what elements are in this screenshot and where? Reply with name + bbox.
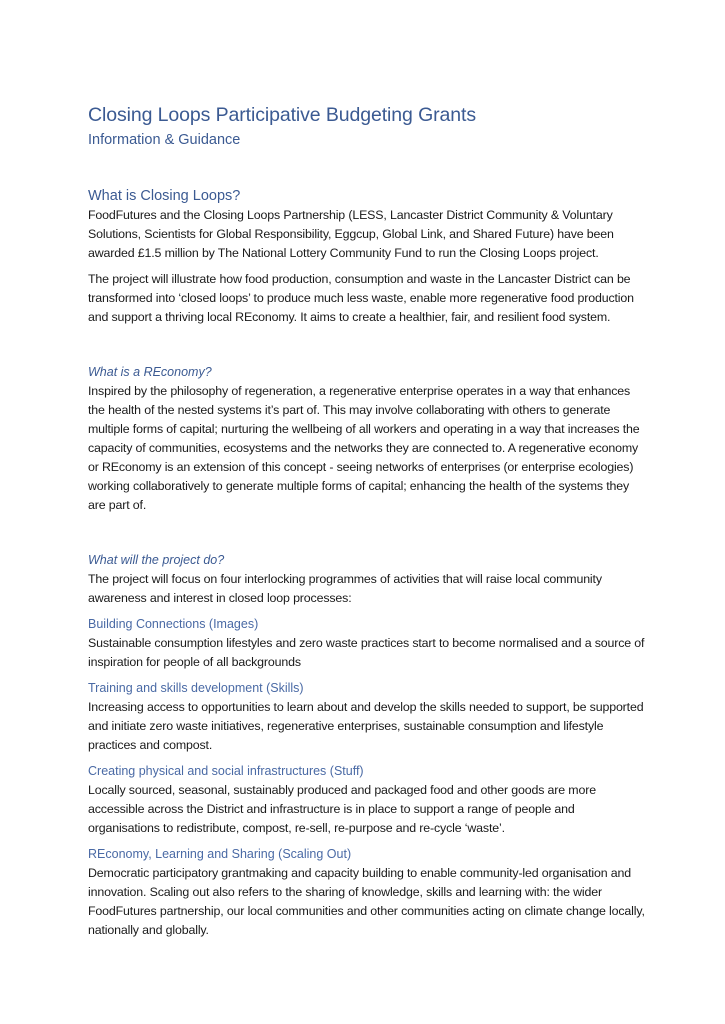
programme-title: Training and skills development (Skills): [88, 681, 304, 695]
section-heading: What is Closing Loops?: [88, 188, 241, 204]
document-subtitle: Information & Guidance: [88, 132, 241, 148]
paragraph: Inspired by the philosophy of regeneration, a regenerative enterprise operates in a way that enhances the health of the nested systems it’s part of. This may involve collaborating with others to generate multiple forms of capital; nurturing the wellbeing of all workers and operating in a way that increases the capacity of communities, ecosystems and the networks they are connected to. A regenerative economy or REconomy is an extension of this concept - seeing networks of enterprises (or enterprise ecologies) working collaboratively to generate multiple forms of capital; enhancing the health of the systems they are part of.: [88, 384, 640, 512]
programme-title: Building Connections (Images): [88, 617, 259, 631]
programme-text: Increasing access to opportunities to learn about and develop the skills needed to support, be supported and initiate zero waste initiatives, regenerative enterprises, sustainable consumption and lifestyle practices and compost.: [88, 700, 644, 752]
document-title: Closing Loops Participative Budgeting Grants: [88, 104, 476, 126]
programme-title: REconomy, Learning and Sharing (Scaling Out): [88, 847, 352, 861]
document-content: [88, 102, 648, 940]
paragraph: FoodFutures and the Closing Loops Partnership (LESS, Lancaster District Community & Voluntary Solutions, Scientists for Global Responsibility, Eggcup, Global Link, and Shared Future) have been awarded £1.5 million by The National Lottery Community Fund to run the Closing Loops project.: [88, 208, 614, 260]
section-heading: What will the project do?: [88, 553, 225, 567]
programme-item: [88, 762, 648, 838]
paragraph: The project will focus on four interlocking programmes of activities that will raise local community awareness and interest in closed loop processes:: [88, 572, 602, 605]
programme-text: Sustainable consumption lifestyles and zero waste practices start to become normalised and a source of inspiration for people of all backgrounds: [88, 636, 645, 669]
paragraph: The project will illustrate how food production, consumption and waste in the Lancaster District can be transformed into ‘closed loops’ to produce much less waste, enable more regenerative food production and support a thriving local REconomy. It aims to create a healthier, fair, and resilient food system.: [88, 272, 634, 324]
section-what-will-project-do: [88, 551, 648, 940]
programme-text: Locally sourced, seasonal, sustainably produced and packaged food and other goods are more accessible across the District and infrastructure is in place to support a range of people and organisations to redistribute, compost, re-sell, re-purpose and re-cycle ‘waste’.: [88, 783, 596, 835]
programme-item: [88, 615, 648, 672]
section-heading: What is a REconomy?: [88, 365, 212, 379]
programme-item: [88, 845, 648, 940]
section-what-is-reconomy: [88, 363, 648, 515]
programme-title: Creating physical and social infrastructures (Stuff): [88, 764, 364, 778]
programme-item: [88, 679, 648, 755]
programme-text: Democratic participatory grantmaking and capacity building to enable community-led organisation and innovation. Scaling out also refers to the sharing of knowledge, skills and learning with: the wider FoodFutures partnership, our local communities and other communities acting on climate change locally, nationally and globally.: [88, 866, 645, 937]
section-what-is-closing-loops: [88, 186, 648, 327]
